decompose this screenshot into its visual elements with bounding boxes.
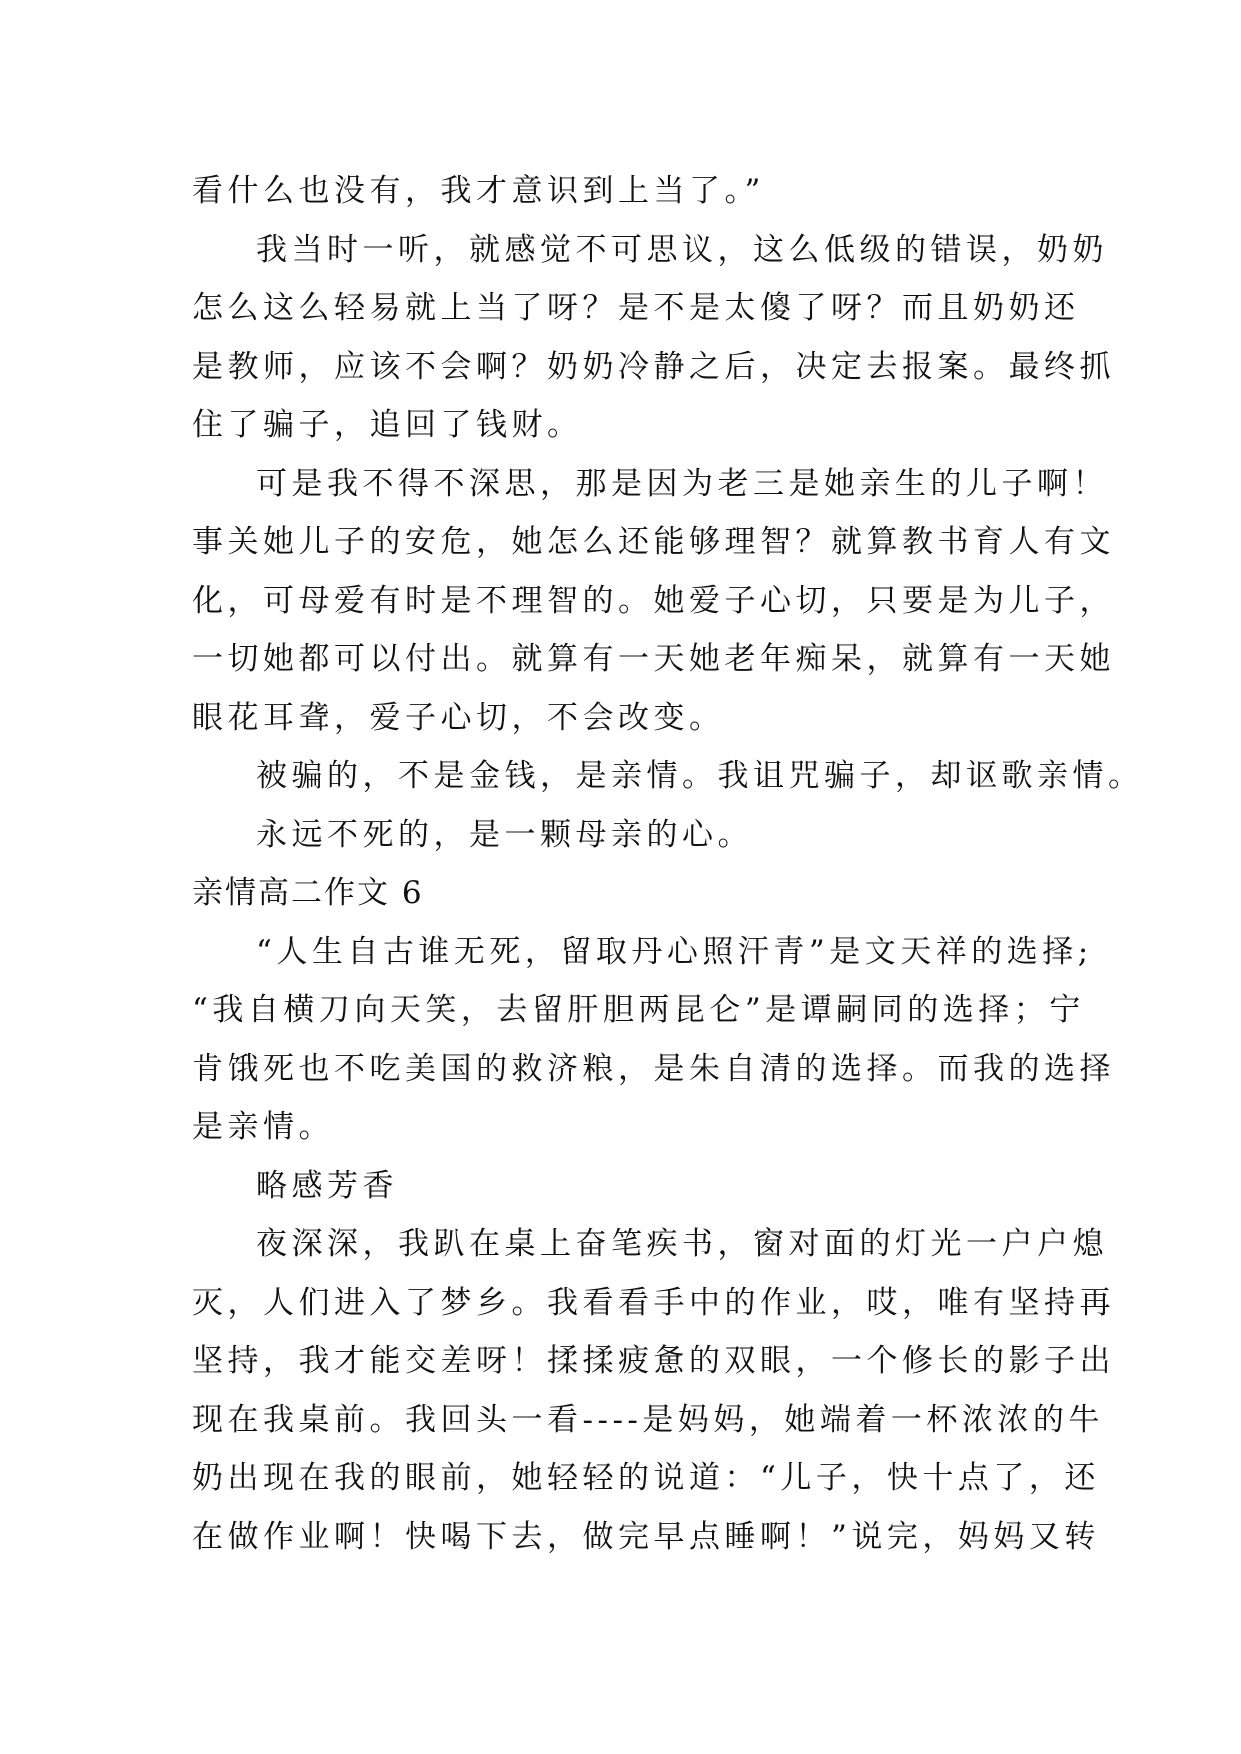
text-line: 可是我不得不深思，那是因为老三是她亲生的儿子啊！ (256, 465, 1108, 502)
document-body (192, 162, 1144, 1566)
paragraph (192, 806, 1056, 865)
paragraph (192, 1157, 1056, 1216)
text-line: 被骗的，不是金钱，是亲情。我诅咒骗子，却讴歌亲情。 (256, 758, 1144, 794)
text-line: 在做作业啊！快喝下去，做完早点睡啊！”说完，妈妈又转 (192, 1518, 1100, 1555)
text-line: “人生自古谁无死，留取丹心照汗青”是文天祥的选择; (256, 933, 1093, 970)
paragraph (192, 1215, 1115, 1566)
paragraph (192, 747, 1144, 806)
text-line: 肯饿死也不吃美国的救济粮，是朱自清的选择。而我的选择 (192, 1050, 1115, 1087)
text-line: 现在我桌前。我回头一看----是妈妈，她端着一杯浓浓的牛 (192, 1401, 1104, 1438)
text-line: 事关她儿子的安危，她怎么还能够理智？就算教书育人有文 (192, 524, 1115, 560)
text-line: 一切她都可以付出。就算有一天她老年痴呆，就算有一天她 (192, 641, 1115, 677)
text-line: 亲情高二作文 6 (192, 875, 424, 911)
text-line: 我当时一听，就感觉不可思议，这么低级的错误，奶奶 (256, 231, 1108, 268)
section-heading (192, 864, 1056, 923)
paragraph (192, 221, 1115, 455)
text-line: 化，可母爱有时是不理智的。她爱子心切，只要是为儿子， (192, 582, 1115, 619)
text-line: 怎么这么轻易就上当了呀？是不是太傻了呀？而且奶奶还 (192, 290, 1080, 326)
paragraph (192, 162, 1056, 221)
text-line: 住了骗子，追回了钱财。 (192, 407, 583, 443)
text-line: 坚持，我才能交差呀！揉揉疲惫的双眼，一个修长的影子出 (192, 1343, 1115, 1379)
text-line: 奶出现在我的眼前，她轻轻的说道：“儿子，快十点了，还 (192, 1460, 1100, 1496)
text-line: 看什么也没有，我才意识到上当了。” (192, 173, 765, 209)
text-line: 略感芳香 (256, 1167, 398, 1204)
text-line: 是亲情。 (192, 1109, 334, 1145)
text-line: 灭，人们进入了梦乡。我看看手中的作业，哎，唯有坚持再 (192, 1284, 1115, 1321)
text-line: 眼花耳聋，爱子心切，不会改变。 (192, 699, 725, 736)
paragraph (192, 923, 1115, 1157)
text-line: “我自横刀向天笑，去留肝胆两昆仑”是谭嗣同的选择；宁 (192, 992, 1085, 1028)
text-line: 夜深深，我趴在桌上奋笔疾书，窗对面的灯光一户户熄 (256, 1226, 1108, 1262)
text-line: 是教师，应该不会啊？奶奶冷静之后，决定去报案。最终抓 (192, 348, 1115, 385)
text-line: 永远不死的，是一颗母亲的心。 (256, 816, 753, 853)
paragraph (192, 455, 1115, 748)
